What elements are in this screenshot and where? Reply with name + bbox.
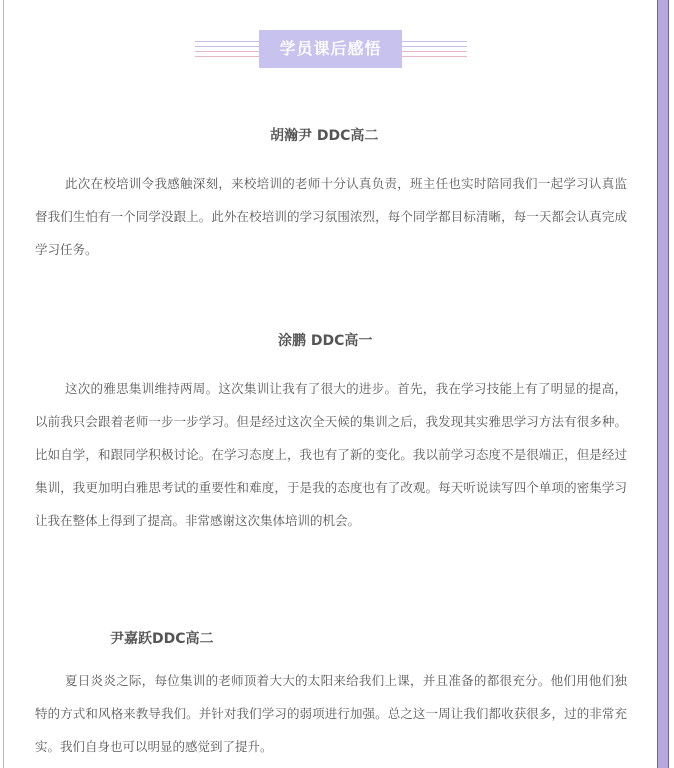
student-name-2: 涂鹏 DDC高一 <box>278 333 373 349</box>
student-name-1: 胡瀚尹 DDC高二 <box>270 128 379 144</box>
side-bar <box>657 0 669 768</box>
testimonial-3: 夏日炎炎之际，每位集训的老师顶着大大的太阳来给我们上课，并且准备的都很充分。他们用他们独特的方式和风格来教导我们。并针对我们学习的弱项进行加强。总之这一周让我们都收获很多，过的非常充实。我们自身也可以明显的感觉到了提升。 <box>35 673 627 754</box>
section-header <box>195 30 467 68</box>
testimonial-2: 这次的雅思集训维持两周。这次集训让我有了很大的进步。首先，我在学习技能上有了明显的提高，以前我只会跟着老师一步一步学习。但是经过这次全天候的集训之后，我发现其实雅思学习方法有很多种。比如自学，和跟同学积极讨论。在学习态度上，我也有了新的变化。我以前学习态度不是很端正，但是经过集训，我更加明白雅思考试的重要性和难度，于是我的态度也有了改观。每天听说读写四个单项的密集学习让我在整体上得到了提高。非常感谢这次集体培训的机会。 <box>35 381 627 528</box>
section-title: 学员课后感悟 <box>259 30 402 68</box>
testimonial-1: 此次在校培训令我感触深刻，来校培训的老师十分认真负责，班主任也实时陪同我们一起学习认真监督我们生怕有一个同学没跟上。此外在校培训的学习氛围浓烈，每个同学都目标清晰，每一天都会认真完成学习任务。 <box>35 176 627 257</box>
student-name-3: 尹嘉跃DDC高二 <box>110 631 214 647</box>
